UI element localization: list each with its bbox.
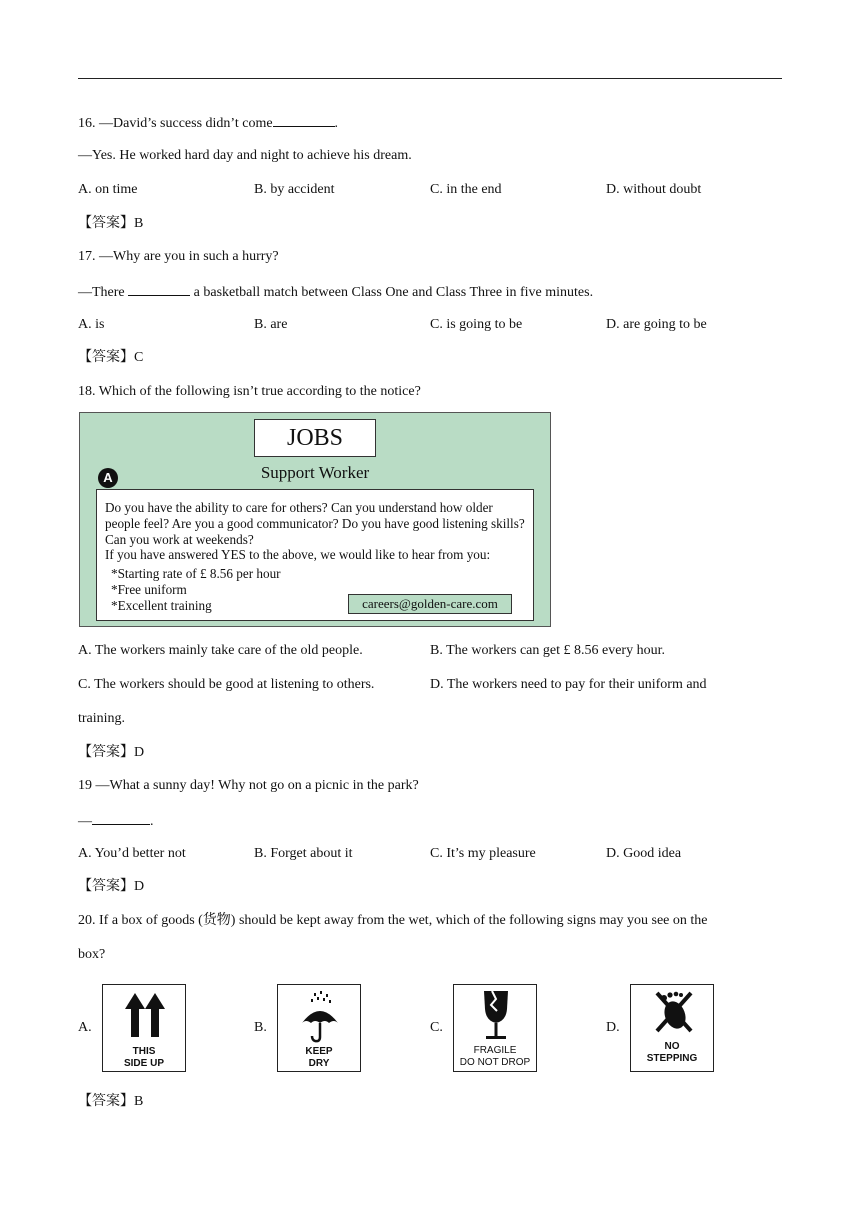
sign-fragile [453,984,537,1072]
q16-reply: —Yes. He worked hard day and night to achieve his dream. [78,148,412,163]
q20-stem: 20. If a box of goods (货物) should be kept away from the wet, which of the following signs may you see on the [78,913,708,928]
notice-questions: Do you have the ability to care for others? Can you understand how older people feel? Are you a good communicator? Do you have good listening skills? Can you work at weekends? [105,500,525,547]
notice-role: Support Worker [260,463,370,482]
job-notice [79,412,551,627]
notice-email: careers@golden-care.com [348,594,512,614]
umbrella-icon [278,985,362,1047]
q19-option-a: A. You’d better not [78,846,186,861]
sign-caption: SIDE UP [123,1058,164,1069]
notice-heading: JOBS [254,419,376,457]
q20-option-c-letter: C. [430,1020,443,1035]
q17-answer: 【答案】C [78,350,144,365]
q18-option-d-cont: training. [78,711,126,726]
notice-invite: If you have answered YES to the above, we would like to hear from you: [105,547,491,563]
q16-stem: 16. —David’s success didn’t come . [78,112,338,134]
q17-option-b: B. are [254,317,288,332]
q20-option-a-letter: A. [78,1020,92,1035]
sign-no-stepping [630,984,714,1072]
q17-option-c: C. is going to be [430,317,523,332]
q18-option-c: C. The workers should be good at listening to others. [78,677,375,692]
notice-benefit: *Excellent training [111,598,212,613]
q18-answer: 【答案】D [78,745,145,760]
notice-body [96,489,534,621]
q19-reply: — . [78,810,154,832]
sign-caption: DO NOT DROP [459,1057,531,1068]
sign-this-side-up [102,984,186,1072]
q19-option-c: C. It’s my pleasure [430,846,536,861]
sign-caption: STEPPING [646,1053,698,1064]
q18-option-a: A. The workers mainly take care of the old people. [78,643,363,658]
q19-option-b: B. Forget about it [254,846,353,861]
sign-caption: FRAGILE [473,1045,517,1056]
header-rule [78,78,782,79]
sign-caption: DRY [308,1058,330,1069]
notice-benefit: *Free uniform [111,582,187,597]
q18-option-d: D. The workers need to pay for their uniform and [430,677,707,692]
answer-blank [92,810,150,825]
q20-answer: 【答案】B [78,1094,144,1109]
q20-option-d-letter: D. [606,1020,620,1035]
answer-blank [273,112,335,127]
q17-option-a: A. is [78,317,105,332]
q16-option-b: B. by accident [254,182,335,197]
sign-caption: NO [664,1041,680,1052]
q16-answer: 【答案】B [78,216,144,231]
q19-option-d: D. Good idea [606,846,682,861]
q20-stem-cont: box? [78,947,106,962]
q17-option-d: D. are going to be [606,317,707,332]
sign-caption: THIS [132,1046,156,1057]
up-arrows-icon [103,987,187,1047]
q17-reply: —There a basketball match between Class One and Class Three in five minutes. [78,281,593,303]
broken-glass-icon [454,985,538,1045]
q19-stem: 19 —What a sunny day! Why not go on a picnic in the park? [78,778,419,793]
sign-caption: KEEP [305,1046,333,1057]
sign-keep-dry [277,984,361,1072]
notice-badge: A [98,468,118,488]
q16-option-d: D. without doubt [606,182,702,197]
q16-option-c: C. in the end [430,182,502,197]
q19-answer: 【答案】D [78,879,145,894]
notice-benefit: *Starting rate of £ 8.56 per hour [111,566,281,581]
q16-option-a: A. on time [78,182,138,197]
q18-stem: 18. Which of the following isn’t true according to the notice? [78,384,421,399]
notice-text [105,500,529,563]
no-footprint-icon [631,985,715,1041]
q18-option-b: B. The workers can get £ 8.56 every hour. [430,643,665,658]
q20-option-b-letter: B. [254,1020,267,1035]
q17-stem: 17. —Why are you in such a hurry? [78,249,279,264]
answer-blank [128,281,190,296]
